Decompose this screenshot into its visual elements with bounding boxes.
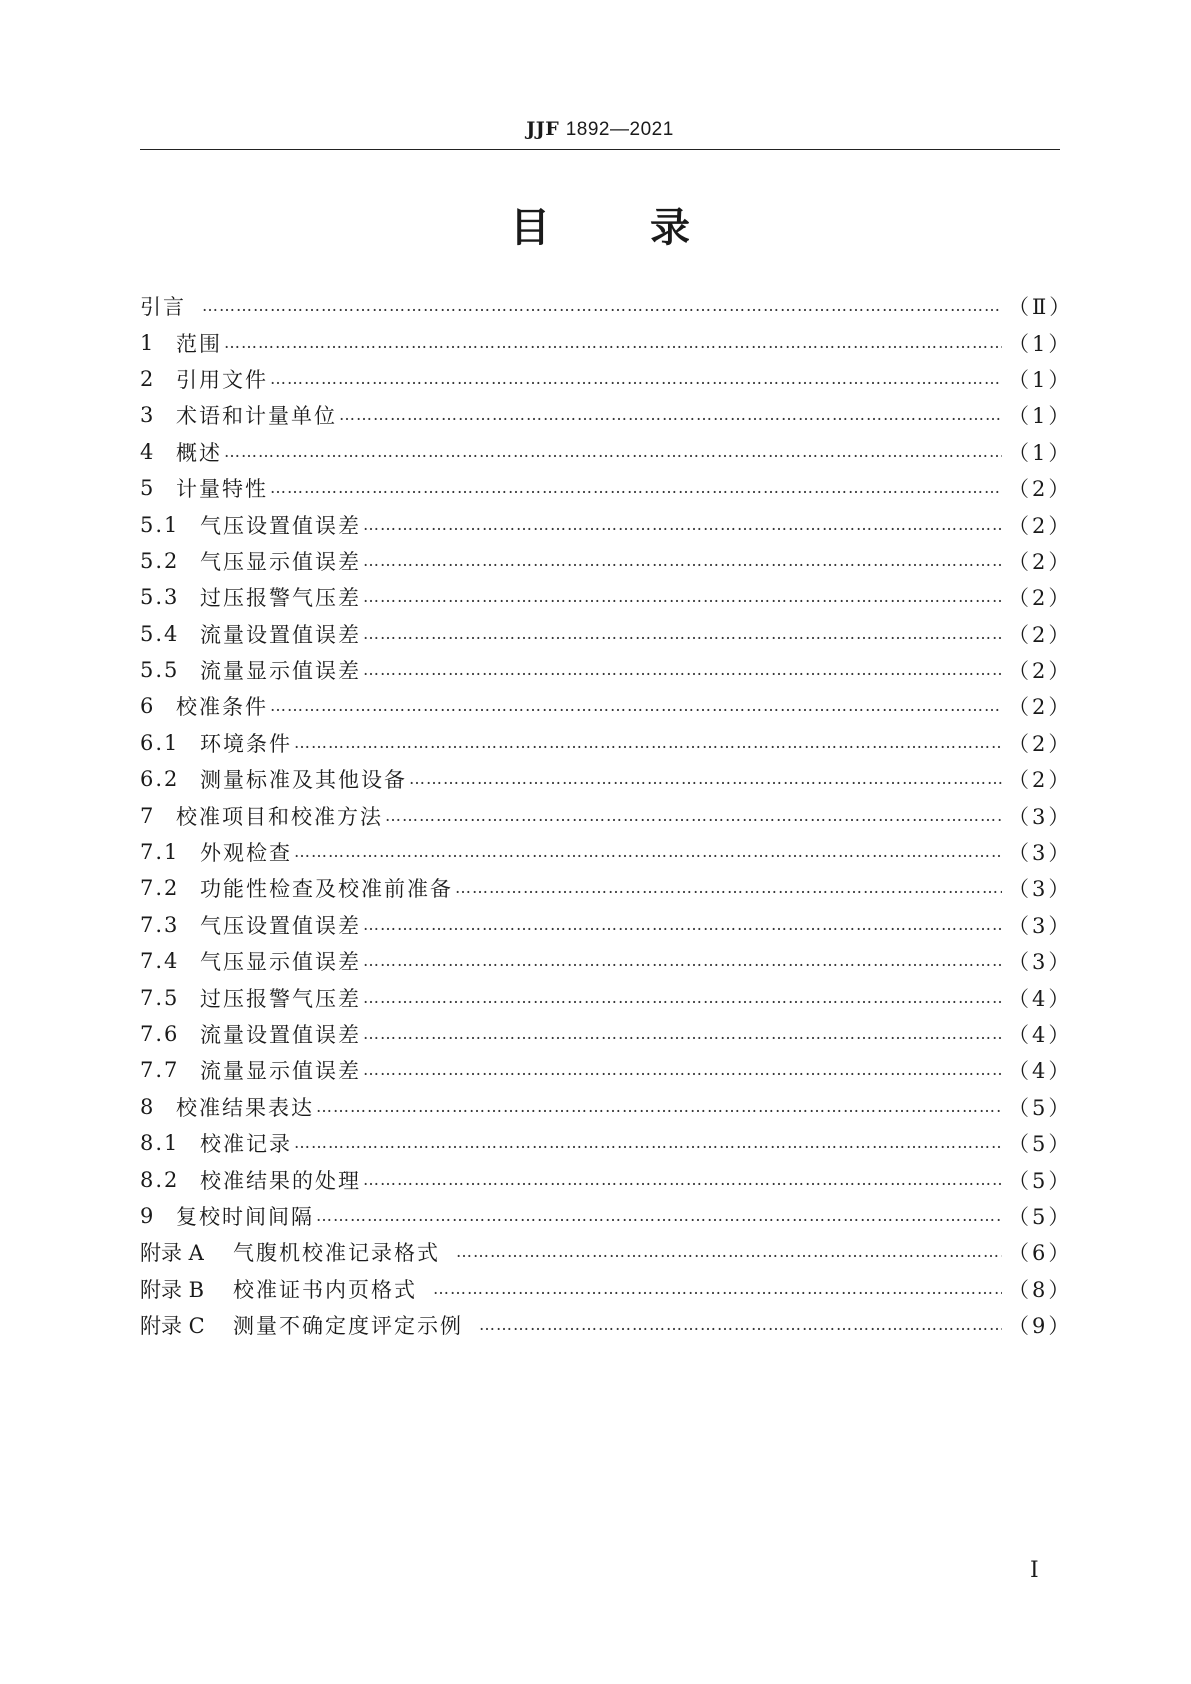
toc-leader-dots xyxy=(363,1162,1002,1198)
toc-entry-label: 校准项目和校准方法 xyxy=(176,804,383,829)
toc-entry-page: （3） xyxy=(1008,950,1073,975)
toc-entry xyxy=(140,907,1073,943)
toc-entry-page: （8） xyxy=(1008,1277,1073,1302)
toc-entry-page: （5） xyxy=(1008,1132,1073,1157)
toc-entry-number: 2 xyxy=(140,366,156,391)
title-char-1: 目 xyxy=(510,205,550,251)
toc-leader-dots xyxy=(433,1271,1002,1307)
toc-entry xyxy=(140,725,1073,761)
header-rule xyxy=(140,149,1060,150)
standard-number: 1892—2021 xyxy=(565,119,674,140)
page-title xyxy=(140,200,1060,256)
toc-leader-dots xyxy=(363,980,1002,1016)
toc-entry-label: 气压设置值误差 xyxy=(200,513,361,538)
toc-entry xyxy=(140,616,1073,652)
standard-code: JJF xyxy=(526,118,560,140)
toc-entry xyxy=(140,470,1073,506)
toc-entry-page: （6） xyxy=(1008,1241,1073,1266)
toc-entry-page: （Ⅱ） xyxy=(1008,295,1074,320)
toc-entry-number: 7.6 xyxy=(140,1022,180,1046)
toc-leader-dots xyxy=(316,1198,1002,1234)
toc-leader-dots xyxy=(456,1234,1002,1270)
title-char-2: 录 xyxy=(650,205,690,251)
toc-leader-dots xyxy=(409,761,1002,797)
toc-entry-number: 3 xyxy=(140,403,156,428)
toc-entry xyxy=(140,1307,1073,1343)
toc-entry-label: 功能性检查及校准前准备 xyxy=(200,877,453,902)
toc-entry xyxy=(140,506,1073,542)
toc-leader-dots xyxy=(270,361,1002,397)
table-of-contents xyxy=(140,288,1074,1343)
toc-entry xyxy=(140,1161,1073,1197)
toc-leader-dots xyxy=(363,616,1002,652)
toc-leader-dots xyxy=(479,1307,1002,1343)
toc-leader-dots xyxy=(455,870,1002,906)
toc-entry xyxy=(140,1089,1073,1125)
toc-entry-page: （2） xyxy=(1008,731,1073,756)
toc-leader-dots xyxy=(270,688,1002,724)
toc-entry-label: 测量不确定度评定示例 xyxy=(233,1314,463,1339)
toc-leader-dots xyxy=(363,1052,1002,1088)
toc-entry-number: 5.4 xyxy=(140,621,180,646)
toc-entry-page: （1） xyxy=(1008,404,1073,429)
toc-entry-number: 6 xyxy=(140,694,156,719)
toc-leader-dots xyxy=(294,725,1002,761)
toc-entry-page: （2） xyxy=(1008,513,1073,538)
toc-entry-label: 复校时间间隔 xyxy=(176,1204,314,1229)
toc-entry-page: （2） xyxy=(1008,622,1073,647)
toc-entry-page: （1） xyxy=(1008,440,1073,465)
toc-entry-label: 气压显示值误差 xyxy=(200,549,361,574)
toc-leader-dots xyxy=(363,579,1002,615)
toc-entry-page: （5） xyxy=(1008,1204,1073,1229)
toc-leader-dots xyxy=(385,798,1002,834)
running-header xyxy=(140,118,1060,141)
toc-leader-dots xyxy=(363,652,1002,688)
toc-entry-page: （2） xyxy=(1008,586,1073,611)
toc-leader-dots xyxy=(270,470,1002,506)
toc-entry-label: 引言 xyxy=(140,295,186,320)
toc-entry-label: 校准记录 xyxy=(200,1132,292,1157)
toc-entry-page: （2） xyxy=(1008,549,1073,574)
toc-entry-page: （4） xyxy=(1008,1023,1073,1047)
toc-entry xyxy=(140,834,1073,870)
toc-leader-dots xyxy=(224,325,1002,361)
toc-entry-number: 附录 C xyxy=(140,1314,205,1339)
toc-entry xyxy=(140,797,1073,833)
toc-entry xyxy=(140,1052,1073,1088)
toc-entry-number: 6.2 xyxy=(140,767,180,792)
toc-entry xyxy=(140,870,1073,906)
toc-entry-label: 测量标准及其他设备 xyxy=(200,768,407,793)
toc-entry-label: 校准条件 xyxy=(176,695,268,720)
toc-entry-label: 过压报警气压差 xyxy=(200,986,361,1011)
toc-entry xyxy=(140,543,1073,579)
toc-entry-label: 过压报警气压差 xyxy=(200,586,361,611)
toc-leader-dots xyxy=(339,397,1002,433)
toc-entry-label: 计量特性 xyxy=(176,477,268,502)
toc-leader-dots xyxy=(224,434,1002,470)
toc-entry-label: 校准证书内页格式 xyxy=(233,1277,417,1302)
toc-entry-label: 概述 xyxy=(176,440,222,465)
toc-entry-label: 气压显示值误差 xyxy=(200,950,361,975)
toc-entry xyxy=(140,397,1073,433)
toc-leader-dots xyxy=(363,543,1002,579)
toc-entry-page: （3） xyxy=(1008,841,1073,866)
toc-entry-page: （2） xyxy=(1008,695,1073,720)
toc-entry-number: 6.1 xyxy=(140,730,180,755)
toc-entry-label: 气压设置值误差 xyxy=(200,913,361,938)
toc-entry xyxy=(140,361,1073,397)
toc-entry-page: （3） xyxy=(1008,877,1073,902)
toc-entry-number: 5 xyxy=(140,476,156,501)
toc-entry-label: 流量显示值误差 xyxy=(200,659,361,684)
toc-entry-page: （2） xyxy=(1008,477,1073,502)
toc-entry-label: 流量显示值误差 xyxy=(200,1059,361,1084)
toc-entry-page: （2） xyxy=(1008,659,1073,684)
toc-entry-label: 引用文件 xyxy=(176,367,268,392)
toc-entry-number: 1 xyxy=(140,330,156,355)
toc-entry xyxy=(140,434,1073,470)
toc-entry-label: 流量设置值误差 xyxy=(200,1023,361,1047)
toc-entry-number: 附录 A xyxy=(140,1241,204,1266)
toc-entry-page: （2） xyxy=(1008,768,1073,793)
toc-entry-page: （4） xyxy=(1008,1059,1073,1084)
toc-entry-number: 7.3 xyxy=(140,912,180,937)
toc-entry xyxy=(140,761,1073,797)
toc-entry xyxy=(140,1234,1073,1270)
toc-entry-number: 8 xyxy=(140,1094,156,1119)
toc-entry-label: 流量设置值误差 xyxy=(200,622,361,647)
toc-entry xyxy=(140,288,1074,324)
toc-entry xyxy=(140,652,1073,688)
toc-entry-number: 7.5 xyxy=(140,985,180,1010)
toc-entry-number: 5.5 xyxy=(140,658,180,683)
toc-leader-dots xyxy=(363,907,1002,943)
toc-entry xyxy=(140,943,1073,979)
toc-entry-label: 气腹机校准记录格式 xyxy=(233,1241,440,1266)
toc-leader-dots xyxy=(363,943,1002,979)
toc-entry-label: 术语和计量单位 xyxy=(176,404,337,429)
toc-entry xyxy=(140,979,1073,1015)
toc-entry-page: （3） xyxy=(1008,804,1073,829)
toc-entry-number: 9 xyxy=(140,1203,156,1228)
toc-leader-dots xyxy=(316,1089,1002,1125)
toc-entry xyxy=(140,324,1073,360)
toc-entry xyxy=(140,1016,1073,1052)
toc-entry-page: （5） xyxy=(1008,1168,1073,1193)
toc-leader-dots xyxy=(363,507,1002,543)
toc-entry-number: 7.7 xyxy=(140,1058,180,1083)
toc-entry-page: （1） xyxy=(1008,367,1073,392)
toc-entry-page: （5） xyxy=(1008,1095,1073,1120)
toc-entry-label: 校准结果的处理 xyxy=(200,1168,361,1193)
toc-entry-number: 7 xyxy=(140,803,156,828)
toc-entry xyxy=(140,579,1073,615)
toc-entry xyxy=(140,1271,1073,1307)
toc-entry-number: 7.4 xyxy=(140,949,180,974)
toc-entry xyxy=(140,1198,1073,1234)
toc-entry-number: 5.3 xyxy=(140,585,180,610)
toc-entry-number: 附录 B xyxy=(140,1277,205,1302)
toc-leader-dots xyxy=(294,1125,1002,1161)
toc-entry-number: 5.1 xyxy=(140,512,180,537)
page-number: Ⅰ xyxy=(1030,1558,1039,1583)
toc-entry-number: 4 xyxy=(140,439,156,464)
toc-entry-number: 7.2 xyxy=(140,876,180,901)
toc-entry-number: 8.1 xyxy=(140,1131,180,1156)
toc-entry-page: （4） xyxy=(1008,986,1073,1011)
toc-entry-page: （9） xyxy=(1008,1314,1073,1339)
toc-entry-label: 范围 xyxy=(176,331,222,356)
toc-entry-label: 校准结果表达 xyxy=(176,1095,314,1120)
toc-entry xyxy=(140,1125,1073,1161)
toc-entry-number: 5.2 xyxy=(140,548,180,573)
toc-entry-label: 环境条件 xyxy=(200,731,292,756)
toc-entry-label: 外观检查 xyxy=(200,841,292,866)
toc-entry-page: （3） xyxy=(1008,913,1073,938)
toc-entry xyxy=(140,688,1073,724)
toc-leader-dots xyxy=(294,834,1002,870)
toc-entry-number: 8.2 xyxy=(140,1167,180,1192)
toc-entry-page: （1） xyxy=(1008,331,1073,356)
toc-leader-dots xyxy=(202,288,1002,324)
toc-entry-number: 7.1 xyxy=(140,840,180,865)
toc-leader-dots xyxy=(363,1016,1002,1052)
